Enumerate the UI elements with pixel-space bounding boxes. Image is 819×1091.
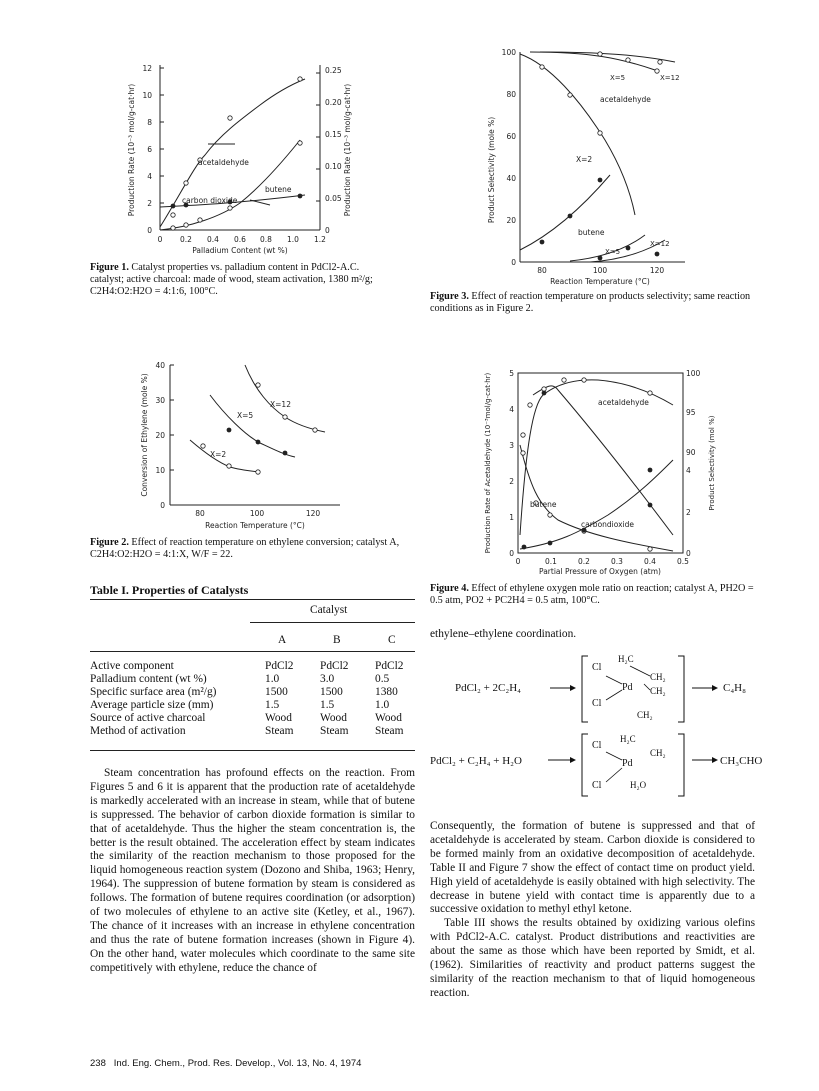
right-column-top-text: ethylene–ethylene coordination. [430,628,577,640]
fig1-label-acetaldehyde: acetaldehyde [198,158,249,167]
table-cell: Steam [265,725,294,737]
table-1-bottom-rule [90,750,415,751]
page-footer: 238 Ind. Eng. Chem., Prod. Res. Develop., Vol. 13, No. 4, 1974 [90,1058,362,1069]
table-cell: 1500 [320,686,343,698]
fig4-caption-text: Effect of ethylene oxygen mole ratio on reaction; catalyst A, PH2O = 0.5 atm, PO2 + PC2H4 = 0.5 atm, 100°C. [430,583,754,606]
fig1-xtick: 1.0 [287,235,299,244]
fig3-label-x2: X=2 [576,155,593,164]
fig3-label-x5-top: X=5 [610,74,626,82]
fig3-ytick: 100 [501,48,516,57]
table-1-top-rule [90,599,415,600]
svg-text:CH₂: CH₂ [650,748,666,758]
fig1-ytick-0: 0 [147,226,152,235]
figure-2-plot [125,345,365,535]
fig4-ylabel-left: Production Rate of Acetaldehyde (10⁻³mol/g-cat·hr) [484,372,492,554]
fig2-ytick: 30 [155,396,165,405]
fig3-label-x5-bottom: X=5 [605,248,621,256]
svg-text:CH₂: CH₂ [650,686,666,696]
fig1-ylabel-left: Production Rate (10⁻³ mol/g-cat·hr) [127,83,136,217]
fig3-ylabel: Product Selectivity (mole %) [487,116,496,224]
svg-text:CH₂: CH₂ [637,710,653,720]
table-row-label: Specific surface area (m²/g) [90,686,217,698]
svg-text:CH₂: CH₂ [650,672,666,682]
table-1-col-a: A [278,634,287,646]
fig4-caption-label: Figure 4. [430,583,469,594]
fig2-ytick: 10 [155,466,165,475]
table-row [90,725,420,738]
svg-text:H₂O: H₂O [630,780,647,790]
table-cell: 1.5 [265,699,280,711]
fig3-xlabel: Reaction Temperature (°C) [550,277,650,286]
fig2-label-x2: X=2 [210,450,227,459]
fig1-ytick-2: 2 [147,199,152,208]
fig3-label-x12-top: X=12 [660,74,680,82]
fig4-rtick: 0 [686,549,691,558]
fig2-xtick: 80 [195,509,205,518]
svg-text:H₂C: H₂C [618,654,634,664]
fig2-caption-label: Figure 2. [90,537,129,548]
fig1-caption-label: Figure 1. [90,262,129,273]
fig4-label-co2: carbondioxide [581,520,635,529]
fig4-ytick: 1 [509,513,514,522]
fig4-xtick: 0.4 [644,557,656,566]
reaction-scheme [430,648,763,808]
fig3-label-butene: butene [578,228,605,237]
table-1-col-b: B [333,634,341,646]
table-row-label: Average particle size (mm) [90,699,214,711]
paragraph: Table III shows the results obtained by oxidizing various olefins with PdCl2-A.C. catalyst. Product distributions and reactivities are about the same as those which have been reported by Smidt, et al. (1962). Similarities of reactivity and product patterns suggest the similarity of the reaction mechanism to that of liquid homogeneous reaction. [430,917,755,999]
fig2-label-x12: X=12 [270,400,291,409]
fig2-xlabel: Reaction Temperature (°C) [205,521,305,530]
table-cell: Wood [265,712,292,724]
fig1-label-butene: butene [265,185,292,194]
fig4-ytick: 2 [509,477,514,486]
table-row-label: Palladium content (wt %) [90,673,207,685]
fig1-xtick: 0.2 [180,235,192,244]
fig4-acetaldehyde-rate [520,380,673,535]
fig3-caption-label: Figure 3. [430,291,469,302]
figure-4-plot [478,365,728,580]
fig1-rtick-0: 0 [325,226,330,235]
table-1-group-header: Catalyst [310,604,348,616]
paragraph: Steam concentration has profound effects on the reaction. From Figures 5 and 6 it is apparent that the production rate of acetaldehyde is markedly accelerated with an increase in steam, while that of butene is suppressed. The behavior of carbon dioxide formation is similar to that of acetaldehyde. Thus the higher the steam concentration is, the better is the result obtained. The acceleration effect by steam indicates the similarity of the reaction mechanism to those proposed for the liquid homogeneous reaction system (Dozono and Shiba, 1963; Henry, 1964). The suppression of butene formation by steam is considered as follows. The formation of butene requires coordination (or adsorption) of two molecules of ethylene to an active site (Ketley, et al., 1967). The chance of it increases with an increase in ethylene concentration and thus the rate of butene formation increases (shown in Figure 4). On the other hand, water molecules which coordinate to the same site competitively with ethylene, reduce the chance of [90,767,415,974]
fig4-xtick: 0.5 [677,557,689,566]
fig4-xtick: 0.3 [611,557,623,566]
table-row [90,686,420,699]
table-1-title: Table I. Properties of Catalysts [90,583,249,597]
fig4-ylabel-right: Product Selectivity (mol %) [708,415,716,511]
fig1-xtick: 0.8 [260,235,272,244]
table-cell: 0.5 [375,673,390,685]
table-cell: Wood [320,712,347,724]
svg-text:Pd: Pd [622,682,633,693]
fig1-xtick: 0.4 [207,235,219,244]
fig3-x2-butene [520,175,610,250]
table-row-label: Method of activation [90,725,186,737]
table-row [90,673,420,686]
figure-4-caption [430,583,755,607]
fig1-rtick-015: 0.15 [325,130,342,139]
fig1-ytick-10: 10 [142,91,152,100]
table-row-label: Active component [90,660,174,672]
fig1-xtick: 0.6 [234,235,246,244]
right-column-text [430,820,755,1001]
fig4-rtick: 4 [686,466,691,475]
paragraph: Consequently, the formation of butene is suppressed and that of acetaldehyde is accelerated by steam. Carbon dioxide is considered to be formed mainly from an oxidative decomposition of acetaldehyde. Table II and Figure 7 show the effect of contact time on product yield. High yield of acetaldehyde is easily obtained with high selectivity. The decrease in butene yield with contact time is apparently due to a successive oxidation to methyl ethyl ketone. [430,820,755,916]
svg-text:Cl: Cl [592,662,602,673]
table-cell: 3.0 [320,673,335,685]
table-1-col-c: C [388,634,396,646]
fig1-ylabel-right: Production Rate (10⁻³ mol/g-cat·hr) [343,83,352,217]
table-cell: PdCl2 [265,660,294,672]
fig4-label-butene: butene [530,500,557,509]
fig1-xlabel: Palladium Content (wt %) [192,246,288,255]
fig3-caption-text: Effect of reaction temperature on products selectivity; same reaction conditions as in Figure 2. [430,291,751,314]
fig3-xtick: 100 [592,266,608,275]
fig3-x5-acetaldehyde [530,52,655,70]
fig3-ytick: 0 [511,258,516,267]
fig3-ytick: 60 [506,132,516,141]
table-cell: Wood [375,712,402,724]
scheme2-product: CH₃CHO [720,755,763,767]
scheme1-reactants: PdCl₂ + 2C₂H₄ [455,682,521,694]
figure-3-caption [430,291,755,315]
fig4-ytick: 4 [509,405,514,414]
fig4-acetaldehyde-selectivity [533,386,673,535]
fig3-label-x12-bottom: X=12 [650,240,670,248]
fig3-label-acetaldehyde: acetaldehyde [600,95,651,104]
fig4-xtick: 0.1 [545,557,557,566]
fig1-rtick-010: 0.10 [325,162,342,171]
table-cell: Steam [375,725,404,737]
fig1-rtick-025: 0.25 [325,66,342,75]
fig4-ytick: 3 [509,441,514,450]
table-1-group-rule [250,622,415,623]
fig4-xlabel: Partial Pressure of Oxygen (atm) [539,567,661,576]
fig4-xtick: 0 [515,557,521,566]
fig3-ytick: 20 [506,216,516,225]
table-row [90,660,420,673]
fig2-xtick: 100 [249,509,265,518]
fig4-rtick: 90 [686,448,696,457]
fig1-ytick-12: 12 [142,64,152,73]
table-1-header-rule [90,651,415,652]
fig2-ytick: 0 [160,501,165,510]
svg-text:Cl: Cl [592,780,602,791]
fig1-xtick: 1.2 [314,235,326,244]
figure-1-caption [90,262,390,298]
fig2-label-x5: X=5 [237,411,254,420]
svg-text:Pd: Pd [622,758,633,769]
scheme1-product: C₄H₈ [723,682,746,694]
table-cell: Steam [320,725,349,737]
figure-3-plot [480,40,720,290]
fig2-x12-curve [245,365,325,432]
fig2-ytick: 20 [155,431,165,440]
figure-2-caption [90,537,410,561]
fig1-ytick-8: 8 [147,118,152,127]
fig4-ytick: 5 [509,369,514,378]
table-cell: PdCl2 [375,660,404,672]
fig1-xtick: 0 [157,235,163,244]
fig2-caption-text: Effect of reaction temperature on ethylene conversion; catalyst A, C2H4:O2:H2O = 4:1:X, W/F = 22. [90,537,400,560]
table-row-label: Source of active charcoal [90,712,206,724]
fig3-ytick: 80 [506,90,516,99]
fig4-ytick: 0 [509,549,514,558]
fig1-rtick-020: 0.20 [325,98,342,107]
svg-text:Cl: Cl [592,740,602,751]
fig2-ytick: 40 [155,361,165,370]
fig1-label-co2: carbon dioxide [182,196,238,205]
fig4-butene [520,445,673,551]
fig3-xtick: 120 [649,266,665,275]
left-column-text [90,767,415,976]
figure-1-plot [120,45,360,270]
table-cell: 1380 [375,686,398,698]
svg-text:H₂C: H₂C [620,734,636,744]
fig4-rtick: 100 [686,369,701,378]
fig2-xtick: 120 [305,509,321,518]
fig3-ytick: 40 [506,174,516,183]
fig4-label-acetaldehyde: acetaldehyde [598,398,649,407]
fig4-xtick: 0.2 [578,557,590,566]
table-cell: 1500 [265,686,288,698]
fig1-ytick-4: 4 [147,172,152,181]
scheme2-reactants: PdCl₂ + C₂H₄ + H₂O [430,755,522,767]
fig1-caption-text: Catalyst properties vs. palladium content in PdCl2-A.C. catalyst; active charcoal: made of wood, steam activation, 1380 m²/g; C2H4:O2:H2O = 4:1:6, 100°C. [90,262,373,297]
fig2-ylabel: Conversion of Ethylene (mole %) [140,373,149,497]
table-cell: 1.0 [375,699,390,711]
fig1-rtick-005: 0.05 [325,194,342,203]
fig4-rtick: 95 [686,408,696,417]
fig4-rtick: 2 [686,508,691,517]
fig1-left-ticks [160,68,164,230]
table-cell: 1.0 [265,673,280,685]
fig1-ytick-6: 6 [147,145,152,154]
table-cell: PdCl2 [320,660,349,672]
table-row [90,712,420,725]
table-cell: 1.5 [320,699,335,711]
svg-text:Cl: Cl [592,698,602,709]
fig3-xtick: 80 [537,266,547,275]
table-row [90,699,420,712]
